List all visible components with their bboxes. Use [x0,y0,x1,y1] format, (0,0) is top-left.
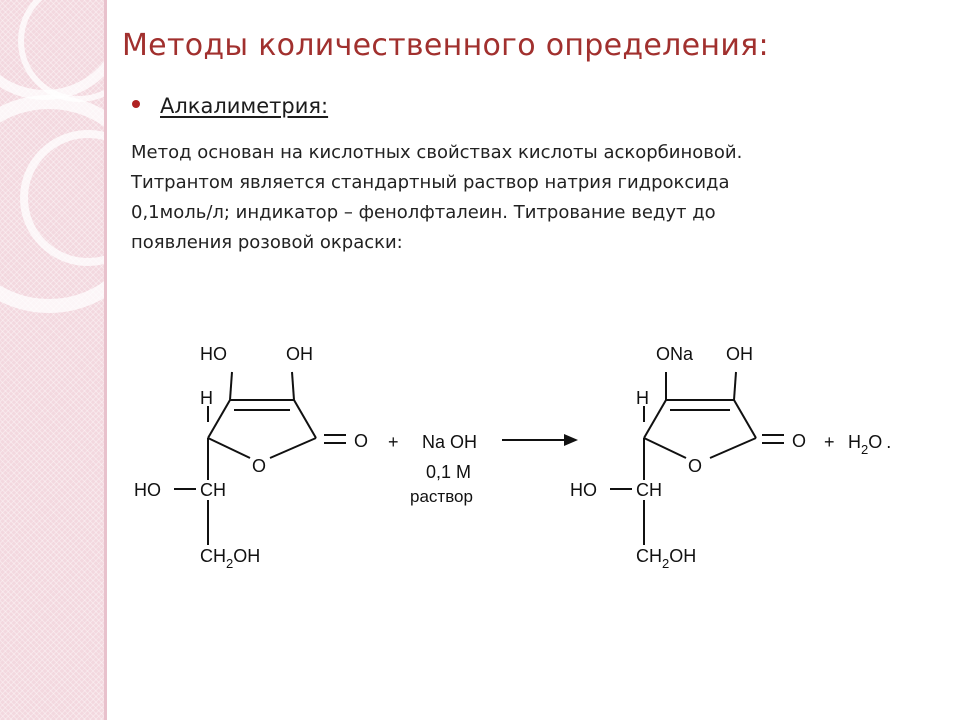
product-sodium-enolate: ONa [656,344,694,364]
reactant-ring-oxygen: O [252,456,267,476]
product-ch: CH [636,480,662,500]
paragraph-line: Метод основан на кислотных свойствах кислоты аскорбиновой. [131,142,743,163]
product-hydroxyl-right: OH [726,344,753,364]
paragraph-line: Титрантом является стандартный раствор натрия гидроксида [131,172,730,193]
reactant-hydroxyl-left: HO [200,344,227,364]
side-strip-edge [104,0,107,720]
bullet-icon [132,100,140,108]
reactant-ch: CH [200,480,226,500]
product-ch2oh: $CH_2OH$ [636,546,697,571]
reagent-concentration: 0,1 M [426,462,472,482]
reagent-state: раствор [410,487,473,506]
reactant-hydrogen: H [200,388,213,408]
reaction-arrow [502,434,578,446]
product-ring-oxygen: O [688,456,703,476]
subheading: Алкалиметрия: [160,94,329,118]
reactant-hydroxyl-right: OH [286,344,313,364]
plus-sign: + [388,432,399,452]
decorative-side-strip [0,0,107,720]
product-side-hydroxyl: HO [570,480,597,500]
paragraph-line: 0,1моль/л; индикатор – фенолфталеин. Титрование ведут до [131,202,716,223]
product-hydrogen: H [636,388,649,408]
reaction-scheme [120,330,920,595]
slide-title: Методы количественного определения: [122,28,769,63]
water-formula: $H_2O$ . [848,432,892,457]
reagent-formula: Na OH [422,432,478,452]
paragraph-line: появления розовой окраски: [131,232,403,253]
reactant-side-hydroxyl: HO [134,480,161,500]
plus-sign: + [824,432,835,452]
product-carbonyl-oxygen: O [792,431,807,451]
reactant-ch2oh: $CH_2OH$ [200,546,261,571]
description-paragraph [131,138,891,258]
reactant-carbonyl-oxygen: O [354,431,369,451]
